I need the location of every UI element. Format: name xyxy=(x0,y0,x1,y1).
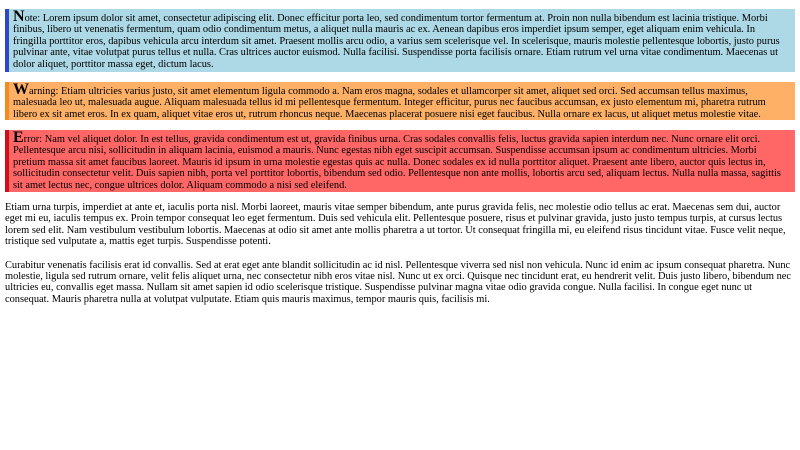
warning-initial: W xyxy=(13,81,29,98)
warning-callout xyxy=(5,82,795,120)
note-callout xyxy=(5,9,795,72)
error-callout-body xyxy=(13,129,781,191)
note-callout-body xyxy=(13,8,780,70)
warning-label: arning: xyxy=(29,86,59,97)
note-text: Lorem ipsum dolor sit amet, consectetur adipiscing elit. Donec efficitur porta leo, sed condimentum tortor fermentum at. Proin non nulla bibendum est lacinia tristique. Morbi finibus, libero ut venenatis fermentum, quam odio condimentum metus, a aliquet nulla mauris ac ex. Aenean dapibus eros imperdiet ipsum semper, eget aliquam enim vehicula. In fringilla porttitor eros, dapibus vehicula arcu interdum sit amet. Praesent mollis arcu odio, a varius sem scelerisque vel. In scelerisque, mauris molestie pellentesque lobortis, justo purus pulvinar ante, vitae volutpat purus tellus et nulla. Cras ultrices auctor euismod. Nulla facilisi. Suspendisse porta facilisis ornare. Etiam rutrum vel urna vitae condimentum. Maecenas ut dolor aliquet, porttitor massa eget, dictum lacus. xyxy=(13,13,780,70)
error-initial: E xyxy=(13,129,24,146)
error-callout xyxy=(5,130,795,192)
error-text: Nam vel aliquet dolor. In est tellus, gravida condimentum est ut, gravida finibus urna. Cras sodales convallis felis, luctus gravida sapien interdum nec. Nunc ornare elit orci. Pellentesque arcu nisi, sollicitudin in aliquam lacinia, euismod a mauris. Nunc egestas nibh eget suscipit accumsan. Suspendisse accumsan ipsum ac condimentum ultricies. Morbi pretium massa sit amet faucibus laoreet. Mauris id ipsum in urna molestie egestas quis ac nulla. Donec sodales ex id nulla porttitor aliquet. Praesent ante libero, auctor quis lectus in, sollicitudin consectetur velit. Duis sapien nibh, porta vel porttitor lobortis, bibendum sed odio. Pellentesque non ante mollis, lobortis arcu sed, aliquam lectus. Nulla nulla massa, sagittis sit amet lectus nec, congue ultrices dolor. Aliquam commodo a nisi sed eleifend. xyxy=(13,134,781,191)
warning-callout-body xyxy=(13,81,766,120)
note-initial: N xyxy=(13,8,25,25)
body-paragraph-1: Etiam urna turpis, imperdiet at ante et, iaculis porta nisl. Morbi laoreet, mauris vitae semper bibendum, ante purus gravida felis, nec molestie odio tellus ac erat. Maecenas sem dui, auctor eget mi eu, iaculis tempus ex. Proin tempor consequat leo eget fermentum. Duis sed vehicula elit. Pellentesque posuere, risus et pulvinar gravida, justo justo tempus turpis, at cursus lectus lorem sed elit. Nam vestibulum vestibulum lobortis. Maecenas at odio sit amet ante mollis pharetra a ut tortor. Ut consequat fringilla mi, eu eleifend risus tincidunt vitae. Fusce velit neque, tristique sed vulputate a, mattis eget turpis. Suspendisse potenti. xyxy=(5,202,786,248)
body-paragraph-2: Curabitur venenatis facilisis erat id convallis. Sed at erat eget ante blandit sollicitudin ac id nisl. Pellentesque viverra sed nisl non vehicula. Nunc id enim ac ipsum consequat pharetra. Nunc molestie, ligula sed rutrum ornare, velit felis aliquet urna, nec consectetur nibh eros vitae nisl. Nunc ut ex orci. Quisque nec tincidunt erat, eu hendrerit velit. Duis justo libero, bibendum nec ultricies eu, convallis eget massa. Nullam sit amet sapien id odio scelerisque tristique. Suspendisse pulvinar magna vitae odio gravida congue. Nulla facilisi. In congue eget nunc ut consequat. Mauris pharetra nulla at volutpat vulputate. Etiam quis mauris maximus, tempor mauris quis, facilisis mi. xyxy=(5,259,791,305)
note-label: ote: xyxy=(24,13,41,24)
error-label: rror: xyxy=(23,134,43,145)
warning-text: Etiam ultricies varius justo, sit amet elementum ligula commodo a. Nam eros magna, sodales et ullamcorper sit amet, aliquet sed orci. Sed accumsan tellus maximus, malesuada leo ut, malesuada augue. Aliquam malesuada tellus id mi pellentesque fermentum. Integer efficitur, purus nec faucibus accumsan, ex justo elementum mi, pharetra rutrum libero ex sit amet eros. In ex quam, aliquet vitae eros ut, rutrum rhoncus neque. Maecenas placerat posuere nisi eget faucibus. Nulla ornare ex lacus, ut aliquet metus molestie vitae. xyxy=(13,86,766,120)
